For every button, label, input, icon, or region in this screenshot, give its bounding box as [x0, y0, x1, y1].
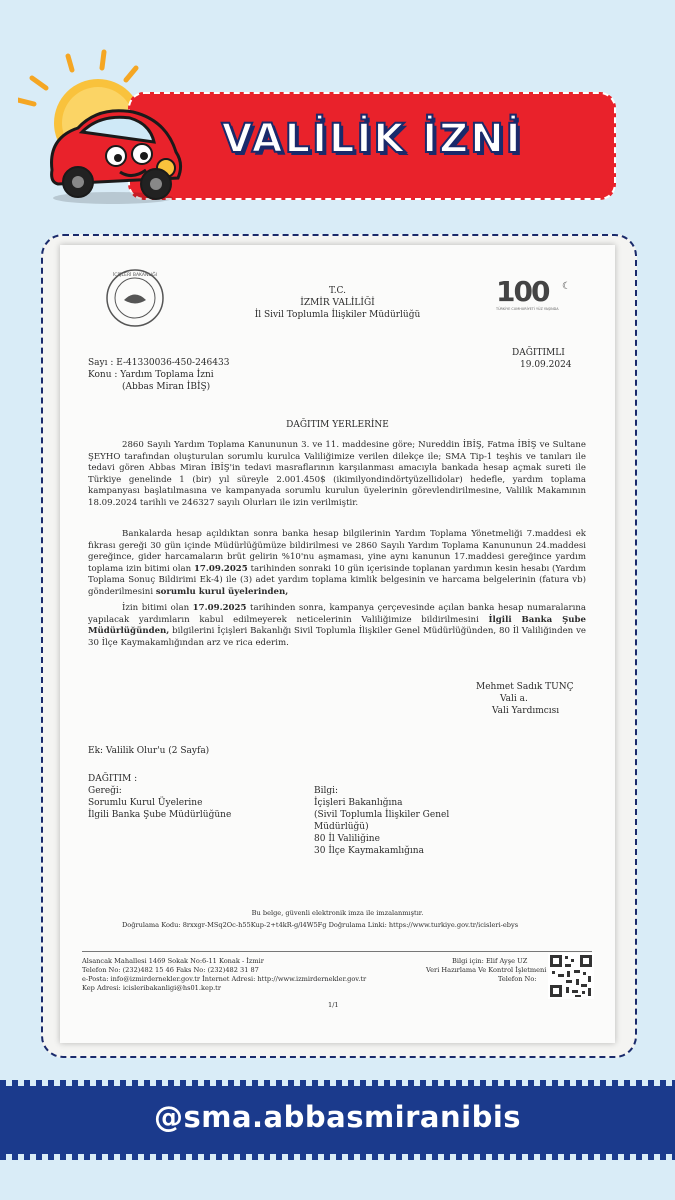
paragraph-1: 2860 Sayılı Yardım Toplama Kanununun 3. ve 11. maddesine göre; Nureddin İBİŞ, Fatma İBİŞ ve Sultane ŞEYHO tarafından oluşturulan sorumlu kurulca Valiliğimize verilen dilekçe ile; SMA Tip-1 teşhis ve tanıları ile tedavi gören Abbas Miran İBİŞ'in tedavi masraflarının karşılanması amacıyla bankada hesap açmak sureti ile Türkiye genelinde 1 (bir) yıl süreyle 2.001.450$ (ikimilyondindörtyüzellidolar) hedefle, yardım toplama kampanyası başlatılmasına ve kampanyada sorumlu kurulun üyelerinin görevlendirilmesine, Valilik Makamının 18.09.2024 tarihli ve 246327 sayılı Olurları ile izin verilmiştir. [88, 440, 586, 508]
reference-number: Sayı : E-41330036-450-246433 [88, 358, 230, 368]
subject-detail: (Abbas Miran İBİŞ) [122, 382, 211, 392]
distribution-heading: DAĞITIM : [88, 774, 138, 784]
bilgi-item-4: 80 İl Valiliğine [314, 834, 380, 844]
footer-band [0, 1086, 675, 1154]
subject: Konu : Yardım Toplama İzni [88, 370, 214, 380]
paragraph-2-date: 17.09.2025 [193, 563, 248, 574]
document-date: 19.09.2024 [520, 360, 572, 370]
paragraph-3-c: İlgili Banka Şube Müdürlüğünden, [88, 614, 586, 637]
recipients-heading: DAĞITIM YERLERİNE [286, 420, 389, 430]
page-title: VALİLİK İZNİ [221, 116, 523, 162]
bilgi-item-5: 30 İlçe Kaymakamlığına [314, 846, 424, 856]
geregi-item-2: İlgili Banka Şube Müdürlüğüne [88, 810, 232, 820]
bilgi-item-3: Müdürlüğü) [314, 822, 369, 832]
tc-label: T.C. [329, 286, 346, 296]
bilgi-item-2: (Sivil Toplumla İlişkiler Genel [314, 810, 450, 820]
paragraph-2-a: Bankalarda hesap açıldıktan sonra banka hesap bilgilerinin Yardım Toplama Yönetmeliği 7.maddesi ek fıkrası gereği 30 gün içinde Müdürlüğümüze bildirilmesi ve 2860 Sayılı Yardım Toplama Kanununun 24.maddesi gereğince, gider harcamaların brüt gelirin %10'nu aşmaması, yine aynı kanunun 17.maddesi gereğince yardım toplama izin bitimi olan [88, 529, 586, 574]
address-line-2: Telefon No: (232)482 15 46 Faks No: (232)482 31 87 [82, 966, 259, 974]
footer-divider [82, 951, 592, 952]
signer-name: Mehmet Sadık TUNÇ [476, 682, 574, 692]
signer-title-2: Vali Yardımcısı [492, 706, 560, 716]
anniversary-logo [496, 275, 576, 315]
paragraph-3-a: İzin bitimi olan [122, 603, 190, 613]
title-banner [128, 92, 616, 200]
attachment-line: Ek: Valilik Olur'u (2 Sayfa) [88, 746, 210, 756]
anniversary-text: TÜRKİYE CUMHURİYETİ YÜZ YAŞINDA [496, 307, 559, 311]
info-line-1: Bilgi için: Elif Ayşe UZ [452, 957, 528, 965]
info-line-2: Veri Hazırlama Ve Kontrol İşletmeni [426, 966, 547, 974]
paragraph-3-d: bilgilerini İçişleri Bakanlığı Sivil Toplumla İlişkiler Genel Müdürlüğünden, 80 İl Valiliğinden ve 30 İlçe Kaymakamlığından arz ve rica ederim. [88, 626, 587, 648]
distribution-label: DAĞITIMLI [512, 348, 565, 358]
signer-title-1: Vali a. [500, 694, 528, 704]
address-line-3: e-Posta: info@izmirdernekler.gov.tr İnternet Adresi: http://www.izmirdernekler.gov.tr [82, 975, 367, 983]
seal-text: İÇİŞLERİ BAKANLIĞI [112, 273, 158, 278]
paragraph-2 [88, 529, 586, 599]
bilgi-label: Bilgi: [314, 786, 339, 796]
info-line-3: Telefon No: [498, 975, 537, 983]
qr-code-icon [548, 953, 594, 999]
paragraph-3 [88, 603, 586, 649]
car-illustration [38, 98, 188, 208]
governorate-label: İZMİR VALİLİĞİ [300, 298, 375, 308]
social-handle[interactable]: @sma.abbasmiranibis [153, 1100, 522, 1134]
paragraph-3-b: tarihinden sonra, kampanya çerçevesinde açılan banka hesap numaralarına yapılacak yardımların kabul edilmeyerek neticelerinin Valiliğimize bildirilmesini [88, 603, 586, 625]
footer-stripe-bottom [0, 1154, 675, 1160]
official-letter [60, 245, 615, 1043]
geregi-item-1: Sorumlu Kurul Üyelerine [88, 798, 203, 808]
anniversary-mark: 100 [496, 275, 549, 308]
paragraph-2-c: sorumlu kurul üyelerinden, [155, 586, 289, 597]
address-line-4: Kep Adresi: icisleribakanligi@hs01.kep.tr [82, 984, 221, 992]
verification-line: Doğrulama Kodu: 8rxxgr-MSq2Oc-h55Kup-2+t4kR-g/l4W5Fg Doğrulama Linki: https://www.turkiye.gov.tr/icisleri-ebys [122, 921, 519, 929]
page-number: 1/1 [328, 1001, 339, 1009]
e-signature-note: Bu belge, güvenli elektronik imza ile imzalanmıştır. [251, 909, 424, 917]
department-label: İl Sivil Toplumla İlişkiler Müdürlüğü [254, 310, 421, 320]
address-line-1: Alsancak Mahallesi 1469 Sokak No:6-11 Konak - İzmir [82, 957, 264, 965]
paragraph-3-date: 17.09.2025 [192, 603, 247, 613]
bilgi-item-1: İçişleri Bakanlığına [314, 798, 403, 808]
crescent-star-icon: ☾ [562, 281, 571, 292]
geregi-label: Gereği: [88, 786, 122, 796]
paragraph-2-b: tarihinden sonraki 10 gün içerisinde toplanan yardımın kesin hesabı (Yardım Toplama Sonuç Bildirimi Ek-4) ile (3) adet yardım toplama kimlik belgesinin ve harcama belgelerinin (fatura vb) gönderilmesini [88, 563, 586, 597]
